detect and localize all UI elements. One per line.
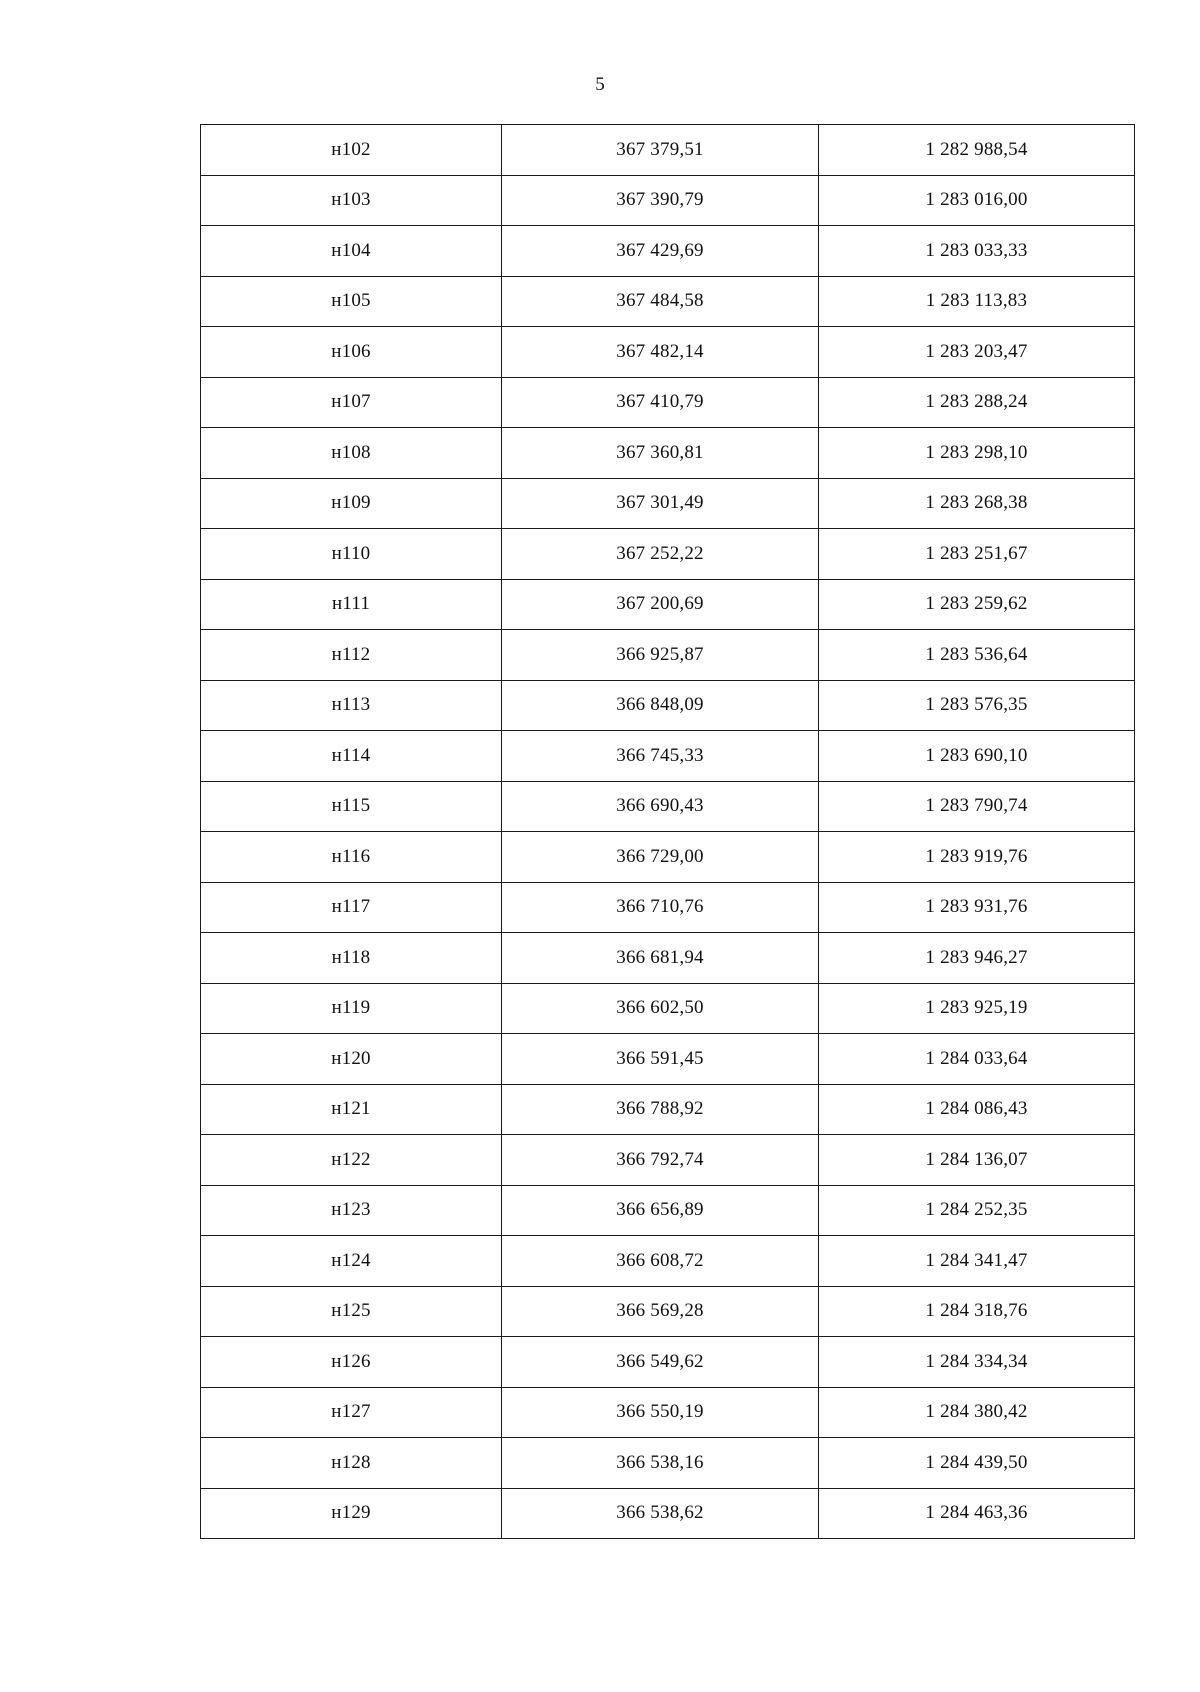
x-coordinate-cell: 366 538,62 <box>502 1488 819 1539</box>
point-cell: н106 <box>201 327 502 378</box>
y-coordinate-cell: 1 283 113,83 <box>819 276 1135 327</box>
point-cell: н115 <box>201 781 502 832</box>
point-cell: н117 <box>201 882 502 933</box>
point-cell: н118 <box>201 933 502 984</box>
y-coordinate-cell: 1 284 341,47 <box>819 1236 1135 1287</box>
point-cell: н111 <box>201 579 502 630</box>
x-coordinate-cell: 367 301,49 <box>502 478 819 529</box>
table-row <box>201 1387 1135 1438</box>
x-coordinate-cell: 366 538,16 <box>502 1438 819 1489</box>
table-row <box>201 1286 1135 1337</box>
y-coordinate-cell: 1 283 259,62 <box>819 579 1135 630</box>
point-cell: н105 <box>201 276 502 327</box>
point-cell: н102 <box>201 125 502 176</box>
table-row <box>201 630 1135 681</box>
x-coordinate-cell: 366 848,09 <box>502 680 819 731</box>
point-cell: н113 <box>201 680 502 731</box>
point-cell: н110 <box>201 529 502 580</box>
x-coordinate-cell: 367 379,51 <box>502 125 819 176</box>
x-coordinate-cell: 366 690,43 <box>502 781 819 832</box>
table-row <box>201 1185 1135 1236</box>
y-coordinate-cell: 1 283 690,10 <box>819 731 1135 782</box>
x-coordinate-cell: 366 591,45 <box>502 1034 819 1085</box>
point-cell: н126 <box>201 1337 502 1388</box>
table-row <box>201 882 1135 933</box>
x-coordinate-cell: 366 729,00 <box>502 832 819 883</box>
point-cell: н107 <box>201 377 502 428</box>
table-row <box>201 832 1135 883</box>
x-coordinate-cell: 366 549,62 <box>502 1337 819 1388</box>
table-row <box>201 1488 1135 1539</box>
table-row <box>201 1236 1135 1287</box>
y-coordinate-cell: 1 283 033,33 <box>819 226 1135 277</box>
table-row <box>201 175 1135 226</box>
table-row <box>201 276 1135 327</box>
table-row <box>201 1438 1135 1489</box>
y-coordinate-cell: 1 283 298,10 <box>819 428 1135 479</box>
x-coordinate-cell: 366 608,72 <box>502 1236 819 1287</box>
y-coordinate-cell: 1 283 931,76 <box>819 882 1135 933</box>
point-cell: н116 <box>201 832 502 883</box>
x-coordinate-cell: 367 484,58 <box>502 276 819 327</box>
point-cell: н129 <box>201 1488 502 1539</box>
point-cell: н123 <box>201 1185 502 1236</box>
point-cell: н128 <box>201 1438 502 1489</box>
x-coordinate-cell: 366 656,89 <box>502 1185 819 1236</box>
y-coordinate-cell: 1 284 463,36 <box>819 1488 1135 1539</box>
table-row <box>201 983 1135 1034</box>
table-row <box>201 1084 1135 1135</box>
y-coordinate-cell: 1 284 380,42 <box>819 1387 1135 1438</box>
point-cell: н114 <box>201 731 502 782</box>
table-row <box>201 377 1135 428</box>
point-cell: н122 <box>201 1135 502 1186</box>
x-coordinate-cell: 366 925,87 <box>502 630 819 681</box>
table-row <box>201 933 1135 984</box>
point-cell: н104 <box>201 226 502 277</box>
table-row <box>201 478 1135 529</box>
y-coordinate-cell: 1 283 536,64 <box>819 630 1135 681</box>
table-row <box>201 731 1135 782</box>
table-row <box>201 327 1135 378</box>
table-row <box>201 579 1135 630</box>
y-coordinate-cell: 1 283 016,00 <box>819 175 1135 226</box>
point-cell: н120 <box>201 1034 502 1085</box>
coordinates-table <box>200 124 1135 1539</box>
y-coordinate-cell: 1 284 439,50 <box>819 1438 1135 1489</box>
table-row <box>201 1135 1135 1186</box>
x-coordinate-cell: 367 429,69 <box>502 226 819 277</box>
y-coordinate-cell: 1 284 033,64 <box>819 1034 1135 1085</box>
y-coordinate-cell: 1 283 268,38 <box>819 478 1135 529</box>
x-coordinate-cell: 366 602,50 <box>502 983 819 1034</box>
table-row <box>201 428 1135 479</box>
point-cell: н124 <box>201 1236 502 1287</box>
x-coordinate-cell: 366 569,28 <box>502 1286 819 1337</box>
y-coordinate-cell: 1 283 946,27 <box>819 933 1135 984</box>
x-coordinate-cell: 367 410,79 <box>502 377 819 428</box>
point-cell: н103 <box>201 175 502 226</box>
x-coordinate-cell: 366 788,92 <box>502 1084 819 1135</box>
y-coordinate-cell: 1 283 288,24 <box>819 377 1135 428</box>
table-row <box>201 1034 1135 1085</box>
table-row <box>201 529 1135 580</box>
x-coordinate-cell: 367 252,22 <box>502 529 819 580</box>
x-coordinate-cell: 367 360,81 <box>502 428 819 479</box>
point-cell: н112 <box>201 630 502 681</box>
x-coordinate-cell: 367 200,69 <box>502 579 819 630</box>
table-row <box>201 226 1135 277</box>
y-coordinate-cell: 1 282 988,54 <box>819 125 1135 176</box>
y-coordinate-cell: 1 284 318,76 <box>819 1286 1135 1337</box>
coordinates-table-body <box>201 125 1135 1539</box>
x-coordinate-cell: 366 550,19 <box>502 1387 819 1438</box>
x-coordinate-cell: 366 792,74 <box>502 1135 819 1186</box>
page-number: 5 <box>595 74 605 95</box>
x-coordinate-cell: 366 710,76 <box>502 882 819 933</box>
x-coordinate-cell: 367 390,79 <box>502 175 819 226</box>
table-row <box>201 1337 1135 1388</box>
y-coordinate-cell: 1 283 925,19 <box>819 983 1135 1034</box>
table-row <box>201 781 1135 832</box>
x-coordinate-cell: 367 482,14 <box>502 327 819 378</box>
point-cell: н121 <box>201 1084 502 1135</box>
x-coordinate-cell: 366 745,33 <box>502 731 819 782</box>
y-coordinate-cell: 1 284 252,35 <box>819 1185 1135 1236</box>
x-coordinate-cell: 366 681,94 <box>502 933 819 984</box>
y-coordinate-cell: 1 283 790,74 <box>819 781 1135 832</box>
point-cell: н125 <box>201 1286 502 1337</box>
y-coordinate-cell: 1 284 136,07 <box>819 1135 1135 1186</box>
y-coordinate-cell: 1 283 203,47 <box>819 327 1135 378</box>
y-coordinate-cell: 1 283 251,67 <box>819 529 1135 580</box>
y-coordinate-cell: 1 283 576,35 <box>819 680 1135 731</box>
y-coordinate-cell: 1 284 086,43 <box>819 1084 1135 1135</box>
point-cell: н108 <box>201 428 502 479</box>
point-cell: н109 <box>201 478 502 529</box>
y-coordinate-cell: 1 284 334,34 <box>819 1337 1135 1388</box>
table-row <box>201 125 1135 176</box>
table-row <box>201 680 1135 731</box>
y-coordinate-cell: 1 283 919,76 <box>819 832 1135 883</box>
point-cell: н119 <box>201 983 502 1034</box>
point-cell: н127 <box>201 1387 502 1438</box>
